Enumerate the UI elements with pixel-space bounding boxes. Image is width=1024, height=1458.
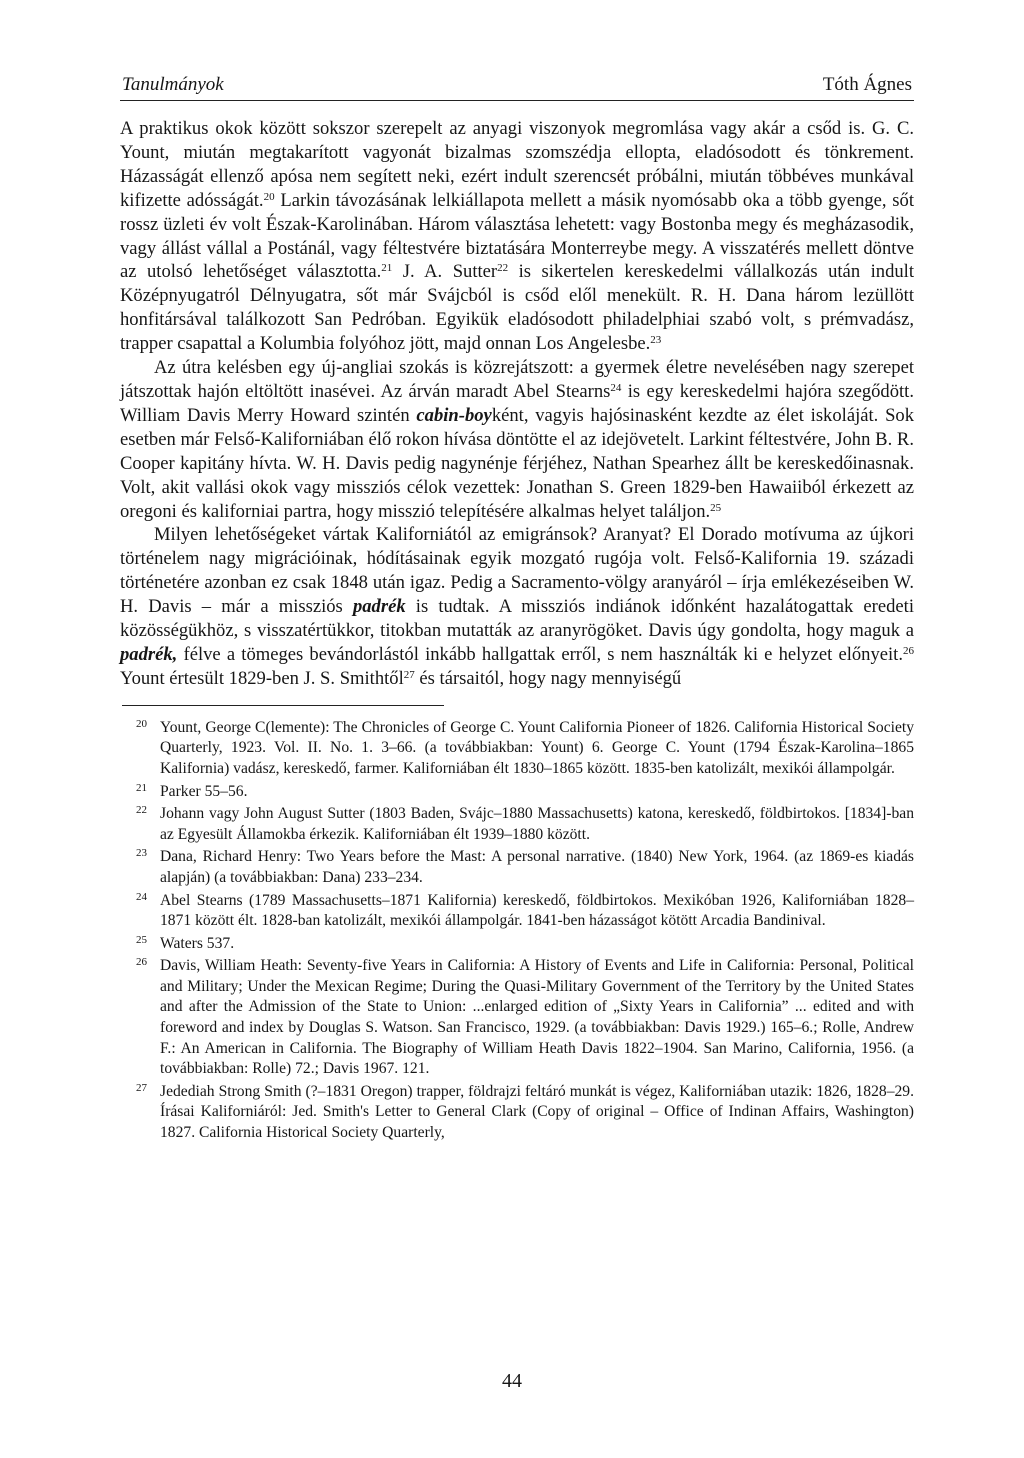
footnote-number: 27	[136, 1081, 147, 1094]
footnote-ref: 21	[381, 262, 393, 275]
footnote	[120, 782, 914, 803]
paragraph	[120, 117, 914, 356]
section-title: Tanulmányok	[122, 74, 224, 95]
footnote-number: 23	[136, 847, 147, 860]
text-run: ként, vagyis hajósinasként kezdte az élet iskoláját. Sok esetben már Felső-Kaliforniában élő rokon hívása döntötte el az idejövetelt. Larkint féltestvére, John B. R. Cooper kapitány hívta. W. H. Davis pedig nagynénje férjéhez, Nathan Spearhez állt be kereskedőinasnak. Volt, akit vallási okok vagy missziós célok vezettek: Jonathan S. Green 1829-ben Hawaiiból érkezett az oregoni és kaliforniai partra, hogy misszió telepítésére alkalmas helyet találjon.	[120, 404, 914, 522]
footnote-number: 26	[136, 956, 147, 969]
text-run: és társaitól, hogy nagy mennyiségű	[414, 667, 682, 689]
footnote	[120, 847, 914, 888]
footnote	[120, 891, 914, 932]
footnote-ref: 24	[610, 381, 622, 394]
page	[120, 74, 914, 1146]
footnote-ref: 25	[710, 501, 722, 514]
emphasized-term: padrék,	[120, 643, 178, 665]
emphasized-term: cabin-boy	[416, 404, 492, 426]
footnote	[120, 1082, 914, 1144]
text-run: is egy kereskedelmi hajóra szegődött. William Davis Merry Howard szintén	[120, 380, 914, 426]
footnote-text: Yount, George C(lemente): The Chronicles of George C. Yount California Pioneer of 1826. California Historical Society Quarterly, 1923. Vol. II. No. 1. 3–66. (a továbbiakban: Yount) 6. George C. Yount (1794 Észak-Karolina–1865 Kalifornia) vadász, kereskedő, farmer. Kaliforniában élt 1830–1865 között. 1835-ben katolizált, mexikói állampolgár.	[160, 718, 914, 777]
footnote-text: Johann vagy John August Sutter (1803 Baden, Svájc–1880 Massachusetts) katona, kereskedő, földbirtokos. [1834]-ban az Egyesült Államokba érkezik. Kaliforniában élt 1939–1880 között.	[160, 805, 914, 843]
footnote-text: Jedediah Strong Smith (?–1831 Oregon) trapper, földrajzi feltáró munkát is végez, Kaliforniában utazik: 1826, 1828–29. Írásai Kaliforniáról: Jed. Smith's Letter to General Clark (Copy of original – Office of Indinan Affairs, Washington) 1827. California Historical Society Quarterly,	[160, 1082, 914, 1142]
footnote-number: 20	[136, 717, 147, 730]
footnote-number: 24	[136, 890, 147, 903]
text-run: Yount értesült 1829-ben J. S. Smithtől	[120, 667, 404, 689]
text-run: is tudtak. A missziós indiánok időnként hazalátogattak eredeti közösségükhöz, s visszatértükkor, titokban mutatták az aranyrögöket. Davis úgy gondolta, hogy maguk a	[120, 596, 914, 642]
text-run: Larkin távozásának lelkiállapota mellett a másik nyomósabb oka a több gyenge, sőt rossz üzleti év volt Észak-Karolinában. Három választása lehetett: vagy Bostonba megy és megházasodik, vagy állást vállal a Postánál, vagy féltestvére biztatására Monterreybe megy. A visszatérés mellett döntve az utolsó lehetőséget választotta.	[120, 189, 914, 283]
footnotes	[120, 718, 914, 1144]
footnote-separator	[122, 705, 444, 706]
footnote-number: 22	[136, 804, 147, 817]
text-run: J. A. Sutter	[392, 261, 498, 283]
footnote-text: Waters 537.	[160, 934, 235, 952]
emphasized-term: padrék	[352, 596, 406, 618]
footnote-number: 21	[136, 781, 147, 794]
author-name: Tóth Ágnes	[822, 74, 912, 95]
footnote	[120, 956, 914, 1080]
text-run: Az útra kelésben egy új-angliai szokás is közrejátszott: a gyermek életre nevelésében nagy szerepet játszottak hajón eltöltött inasévei. Az árván maradt Abel Stearns	[120, 357, 914, 402]
running-header	[120, 74, 914, 101]
footnote-text: Dana, Richard Henry: Two Years before the Mast: A personal narrative. (1840) New York, 1964. (az 1869-es kiadás alapján) (a továbbiakban: Dana) 233–234.	[160, 848, 914, 886]
body-text	[120, 117, 914, 691]
text-run: is sikertelen kereskedelmi vállalkozás után indult Középnyugatról Délnyugatra, sőt már Svájcból is csőd elől menekült. R. H. Dana három lezüllött honfitársával találkozott San Pedróban. Egyikük eladósodott philadelphiai szabó volt, s prémvadász, trapper csapattal a Kolumbia folyóhoz jött, majd onnan Los Angelesbe.	[120, 261, 915, 355]
footnote-ref: 27	[403, 668, 415, 681]
footnote	[120, 934, 914, 955]
text-run: Milyen lehetőségeket vártak Kaliforniától az emigránsok? Aranyat? El Dorado motívuma az újkori történelem nagy migrációinak, hódításainak egyik mozgató rugója volt. Felső-Kalifornia 19. századi történetére azonban ez csak 1848 után igaz. Pedig a Sacramento-völgy aranyáról – írja emlékezéseiben W. H. Davis – már a missziós	[120, 524, 914, 618]
footnote	[120, 718, 914, 780]
paragraph	[120, 523, 914, 690]
text-run: félve a tömeges bevándorlástól inkább hallgattak erről, s nem használták ki e helyzet előnyeit.	[177, 643, 903, 665]
paragraph	[120, 356, 914, 523]
footnote-ref: 20	[263, 190, 275, 203]
footnote-text: Parker 55–56.	[160, 782, 248, 800]
footnote-ref: 26	[903, 644, 914, 657]
footnote	[120, 804, 914, 845]
footnote-ref: 22	[497, 262, 509, 275]
footnote-ref: 23	[650, 334, 662, 347]
text-run: A praktikus okok között sokszor szerepelt az anyagi viszonyok megromlása vagy akár a csőd is. G. C. Yount, miután megtakarított vagyonát bizalmas szomszédja ellopta, eladósodott és tönkrement. Házasságát ellenző apósa nem segített neki, ezért indult szerencsét próbálni, miután többéves munkával kifizette adósságát.	[120, 118, 914, 211]
page-number: 44	[502, 1370, 522, 1392]
footnote-text: Abel Stearns (1789 Massachusetts–1871 Kalifornia) kereskedő, földbirtokos. Mexikóban 1926, Kaliforniában 1828–1871 között élt. 1828-ban katolizált, mexikói állampolgár. 1841-ben házasságot kötött Arcadia Bandinival.	[160, 891, 914, 930]
footnote-text: Davis, William Heath: Seventy-five Years in California: A History of Events and Life in California: Personal, Political and Military; Under the Mexican Regime; During the Quasi-Military Government of the Territory by the United States and after the Admission of the State to Union: ...enlarged edition of „Sixty Years in California” ... edited and with foreword and index by Douglas S. Watson. San Francisco, 1929. (a továbbiakban: Davis 1929.) 165–6.; Rolle, Andrew F.: An American in California. The Biography of William Heath Davis 1822–1904. San Marino, California, 1956. (a továbbiakban: Rolle) 72.; Davis 1967. 121.	[160, 957, 914, 1078]
footnote-number: 25	[136, 933, 147, 946]
